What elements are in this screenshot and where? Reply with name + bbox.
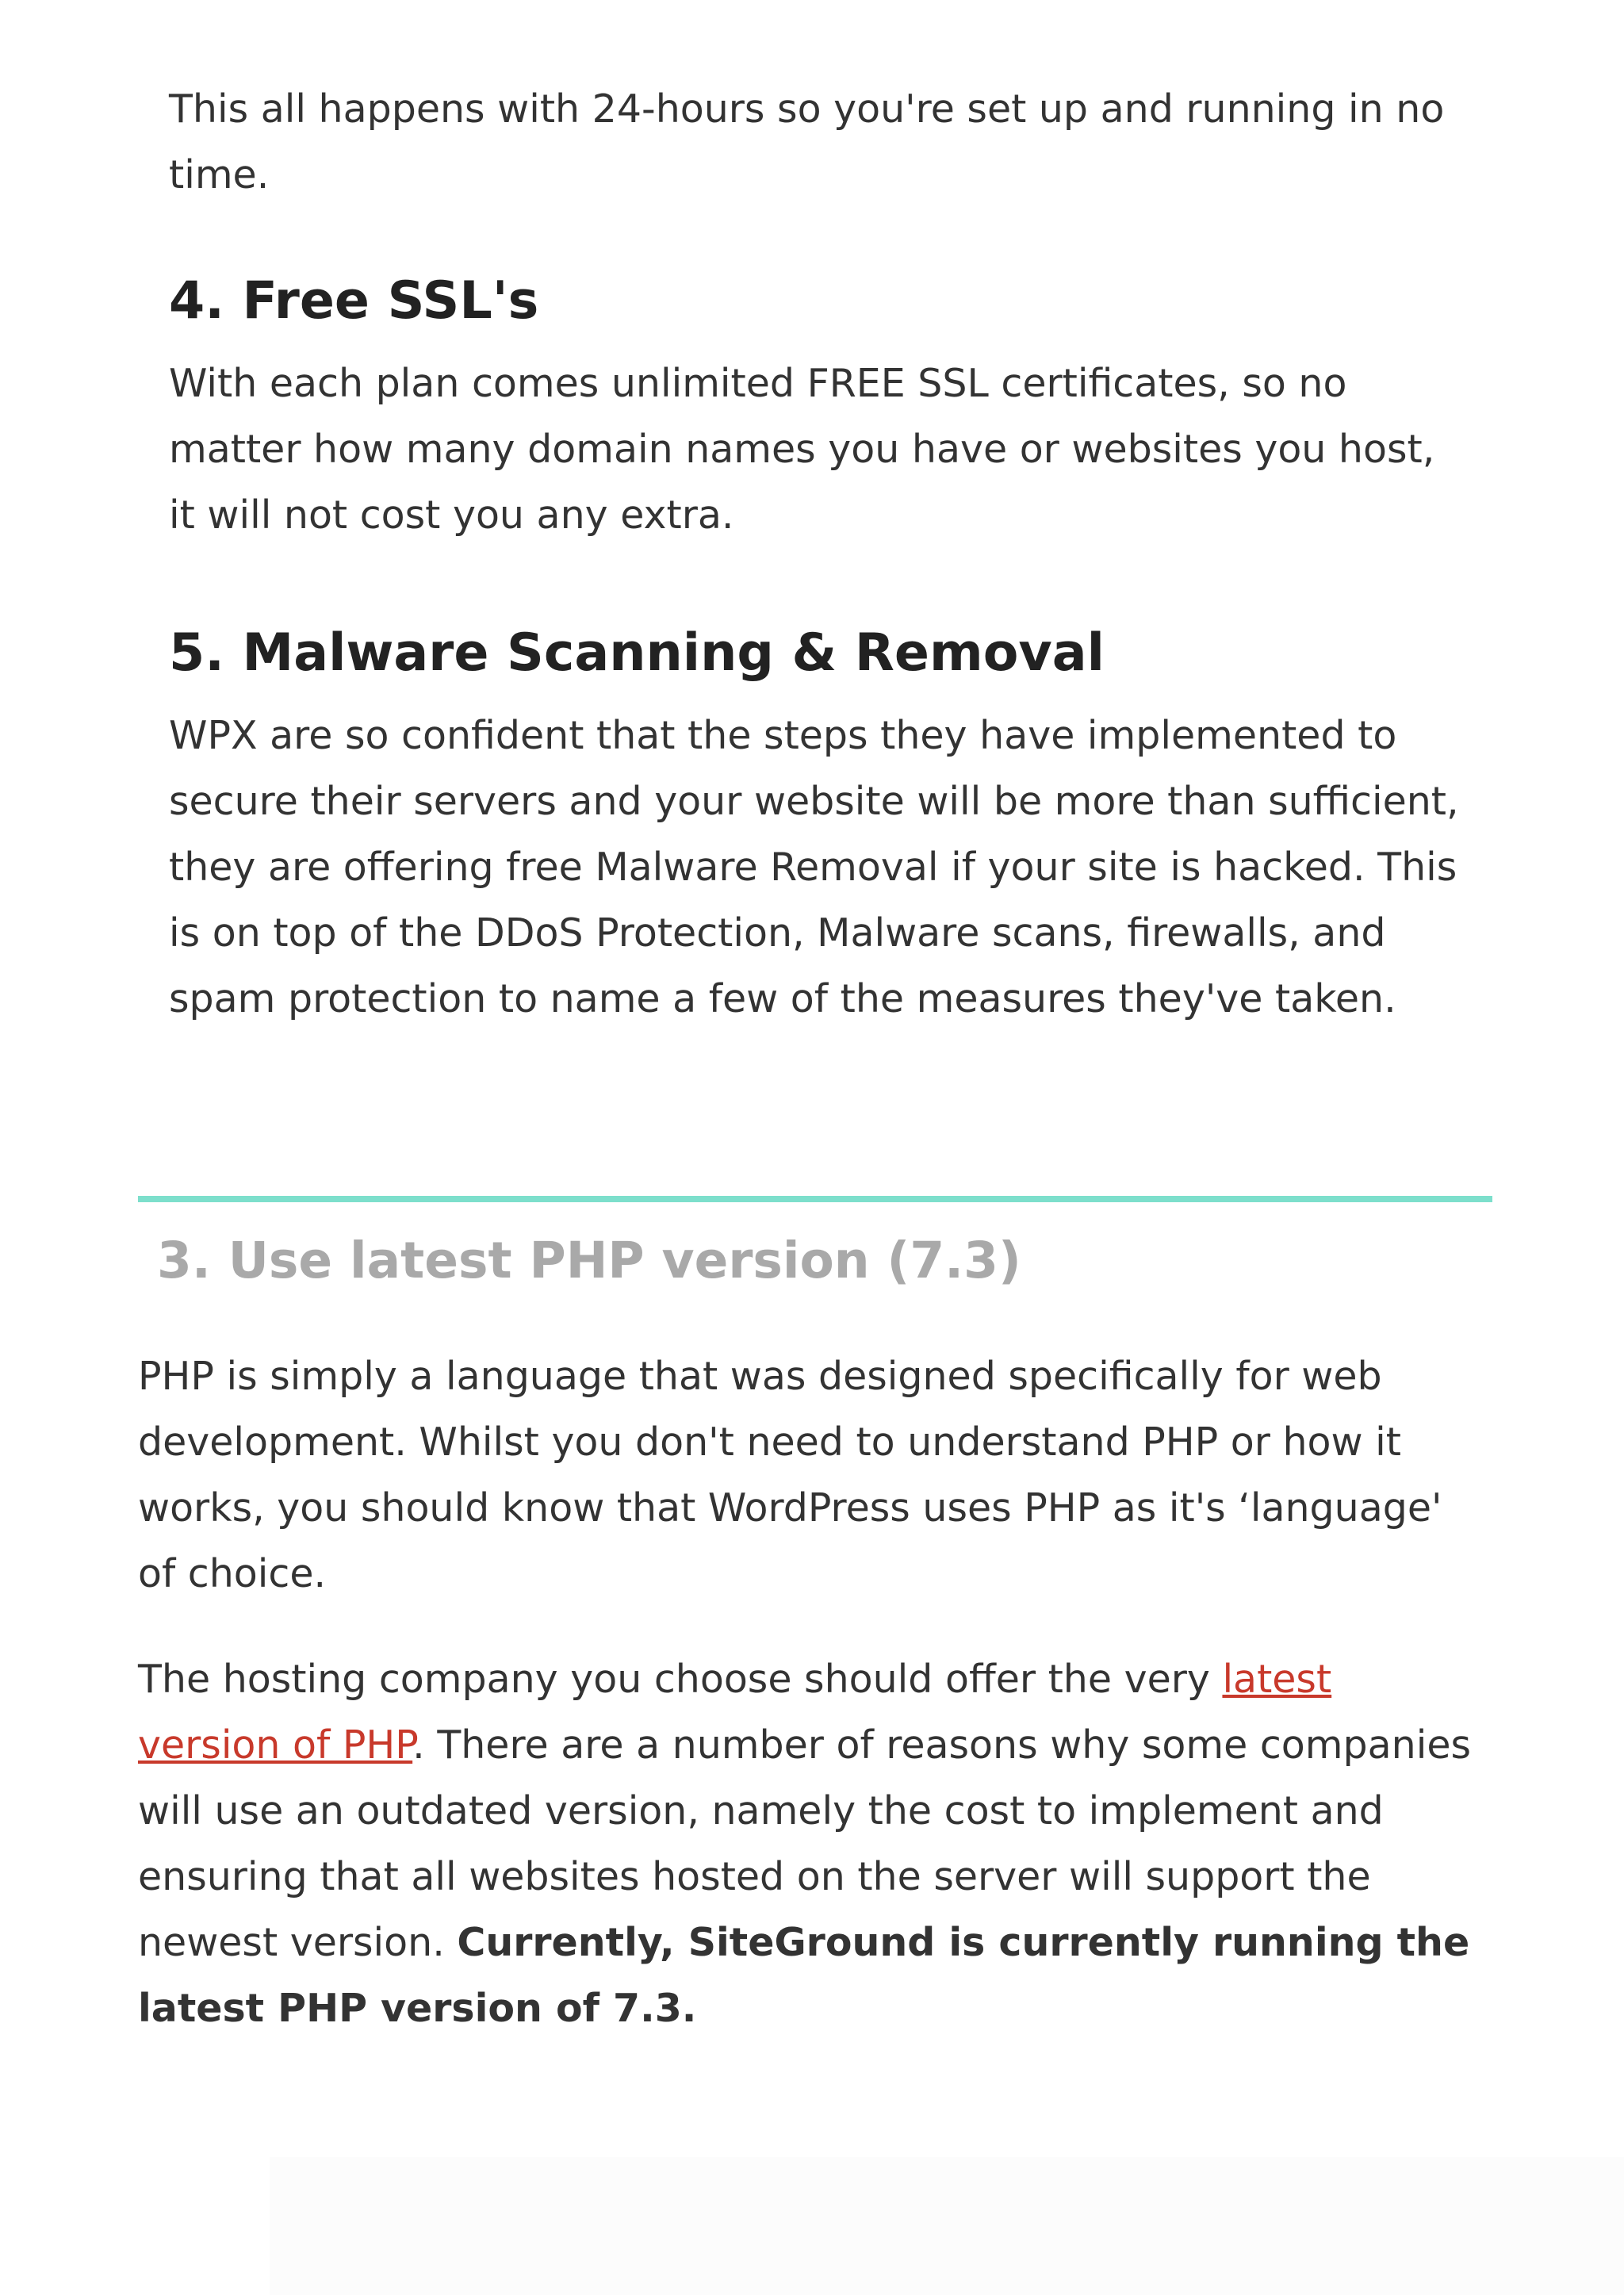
page-bottom-shade <box>270 2157 1624 2295</box>
feature-free-ssl <box>169 270 1469 548</box>
feature-heading-free-ssl: 4. Free SSL's <box>169 271 539 331</box>
php-paragraph-1: PHP is simply a language that was designed specifically for web development. Whilst you don't need to understand PHP or how it works, you should know that WordPress uses PHP as it's ‘language' of choice. <box>138 1354 1442 1596</box>
section-divider <box>138 1196 1492 1202</box>
section-heading-php: 3. Use latest PHP version (7.3) <box>157 1232 1021 1289</box>
php-paragraph-2-block <box>138 1646 1486 2041</box>
intro-paragraph: This all happens with 24-hours so you're set up and running in no time. <box>169 86 1445 197</box>
feature-malware <box>169 622 1469 1032</box>
php-paragraph-1-block <box>138 1343 1486 1607</box>
php-paragraph-2-text-start: The hosting company you choose should offer the very <box>138 1657 1223 1702</box>
intro-block <box>169 76 1469 208</box>
latest-php-version-link[interactable]: latest version of PHP <box>138 1657 1332 1768</box>
php-paragraph-2-highlight: Currently, SiteGround is currently running the latest PHP version of 7.3. <box>138 1920 1470 2031</box>
feature-heading-malware: 5. Malware Scanning & Removal <box>169 623 1105 683</box>
php-paragraph-2 <box>138 1646 1486 2041</box>
feature-text-malware: WPX are so confident that the steps they have implemented to secure their servers and your website will be more than sufficient, they are offering free Malware Removal if your site is hacked. This is on top of the DDoS Protection, Malware scans, firewalls, and spam protection to name a few of the measures they've taken. <box>169 713 1459 1021</box>
feature-text-free-ssl: With each plan comes unlimited FREE SSL certificates, so no matter how many domain names you have or websites you host, it will not cost you any extra. <box>169 361 1435 538</box>
php-paragraph-2-text-middle: . There are a number of reasons why some companies will use an outdated version, namely the cost to implement and ensuring that all websites hosted on the server will support the newest version. <box>138 1722 1471 1965</box>
